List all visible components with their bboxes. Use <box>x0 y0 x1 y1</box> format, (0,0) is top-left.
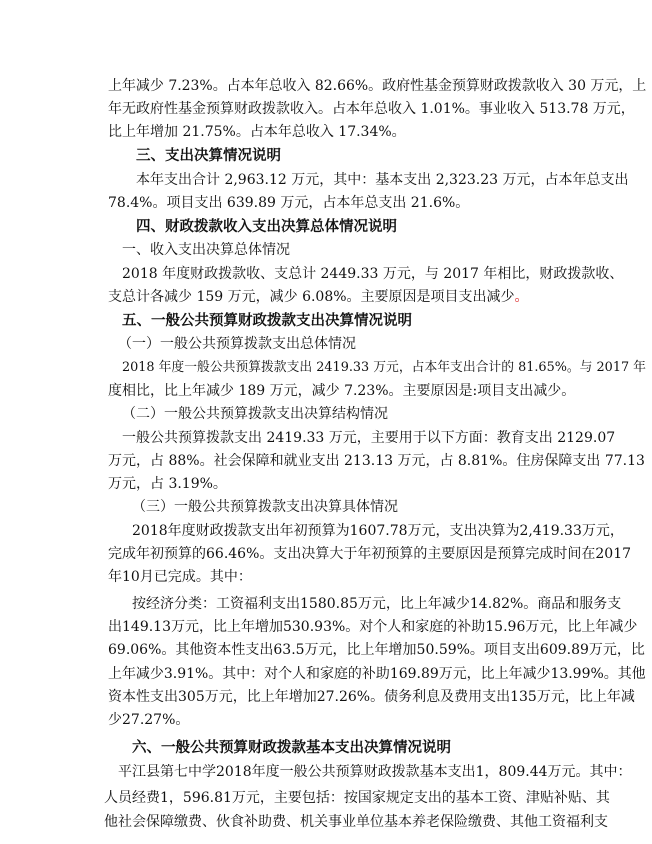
paragraph-line: 2018年度财政拨款支出年初预算为1607.78万元，支出决算为2,419.33万元， <box>132 523 624 539</box>
paragraph-text: 支总计各减少 159 万元，减少 6.08%。主要原因是项目支出减少 <box>108 289 515 305</box>
subheading: （一）一般公共预算拨款支出总体情况 <box>118 336 356 352</box>
subheading: （二）一般公共预算拨款支出决算结构情况 <box>122 406 388 422</box>
paragraph-line: 完成年初预算的66.46%。支出决算大于年初预算的主要原因是预算完成时间在2017 <box>108 546 632 562</box>
paragraph-line: 度相比，比上年减少 189 万元，减少 7.23%。主要原因是:项目支出减少。 <box>108 383 576 399</box>
paragraph-line: 年10月已完成。其中： <box>108 569 252 585</box>
paragraph-line: 少27.27%。 <box>108 712 190 728</box>
section-heading-6: 六、一般公共预算财政拨款基本支出决算情况说明 <box>132 740 451 756</box>
paragraph-line: 万元，占 88%。社会保障和就业支出 213.13 万元，占 8.81%。住房保障支出 77.13 <box>108 453 645 469</box>
paragraph-line <box>108 287 529 307</box>
paragraph-line: 69.06%。其他资本性支出63.5万元，比上年增加50.59%。项目支出609.89万元，比 <box>108 642 645 658</box>
paragraph-line: 一般公共预算拨款支出 2419.33 万元，主要用于以下方面：教育支出 2129.07 <box>122 430 616 446</box>
paragraph-line: 2018 年度财政拨款收、支总计 2449.33 万元，与 2017 年相比，财政拨款收、 <box>122 266 624 282</box>
section-heading-3: 三、支出决算情况说明 <box>136 148 281 164</box>
paragraph-line: 比上年增加 21.75%。占本年总收入 17.34%。 <box>108 124 406 140</box>
paragraph-line: 按经济分类：工资福利支出1580.85万元，比上年减少14.82%。商品和服务支 <box>132 596 622 612</box>
red-period: 。 <box>514 289 529 305</box>
paragraph-line: 人员经费1，596.81万元，主要包括：按国家规定支出的基本工资、津贴补贴、其 <box>104 790 610 806</box>
paragraph-line: 出149.13万元，比上年增加530.93%。对个人和家庭的补助15.96万元，比上年减少 <box>108 619 638 635</box>
paragraph-line: 平江县第七中学2018年度一般公共预算财政拨款基本支出1，809.44万元。其中： <box>118 764 632 780</box>
paragraph-line: 资本性支出305万元，比上年增加27.26%。债务利息及费用支出135万元，比上年减 <box>108 689 635 705</box>
section-heading-5: 五、一般公共预算财政拨款支出决算情况说明 <box>122 313 412 329</box>
paragraph-line: 年无政府性基金预算财政拨款收入。占本年总收入 1.01%。事业收入 513.78 万元， <box>108 101 635 117</box>
paragraph-line: 本年支出合计 2,963.12 万元，其中：基本支出 2,323.23 万元，占本年总支出 <box>136 172 629 188</box>
paragraph-line: 上年减少 7.23%。占本年总收入 82.66%。政府性基金预算财政拨款收入 30 万元，上 <box>108 78 647 94</box>
paragraph-line: 2018 年度一般公共预算拨款支出 2419.33 万元，占本年支出合计的 81.65%。与 2017 年 <box>122 360 646 375</box>
paragraph-line: 78.4%。项目支出 639.89 万元，占本年总支出 21.6%。 <box>108 195 470 211</box>
paragraph-line: 上年减少3.91%。其中：对个人和家庭的补助169.89万元，比上年减少13.99%。其他 <box>108 666 646 682</box>
section-heading-4: 四、财政拨款收入支出决算总体情况说明 <box>136 219 397 235</box>
paragraph-line: 他社会保障缴费、伙食补助费、机关事业单位基本养老保险缴费、其他工资福利支 <box>104 814 608 830</box>
subheading: （三）一般公共预算拨款支出决算具体情况 <box>132 499 398 515</box>
paragraph-line: 万元，占 3.19%。 <box>108 476 227 492</box>
subheading: 一、收入支出决算总体情况 <box>122 242 290 258</box>
